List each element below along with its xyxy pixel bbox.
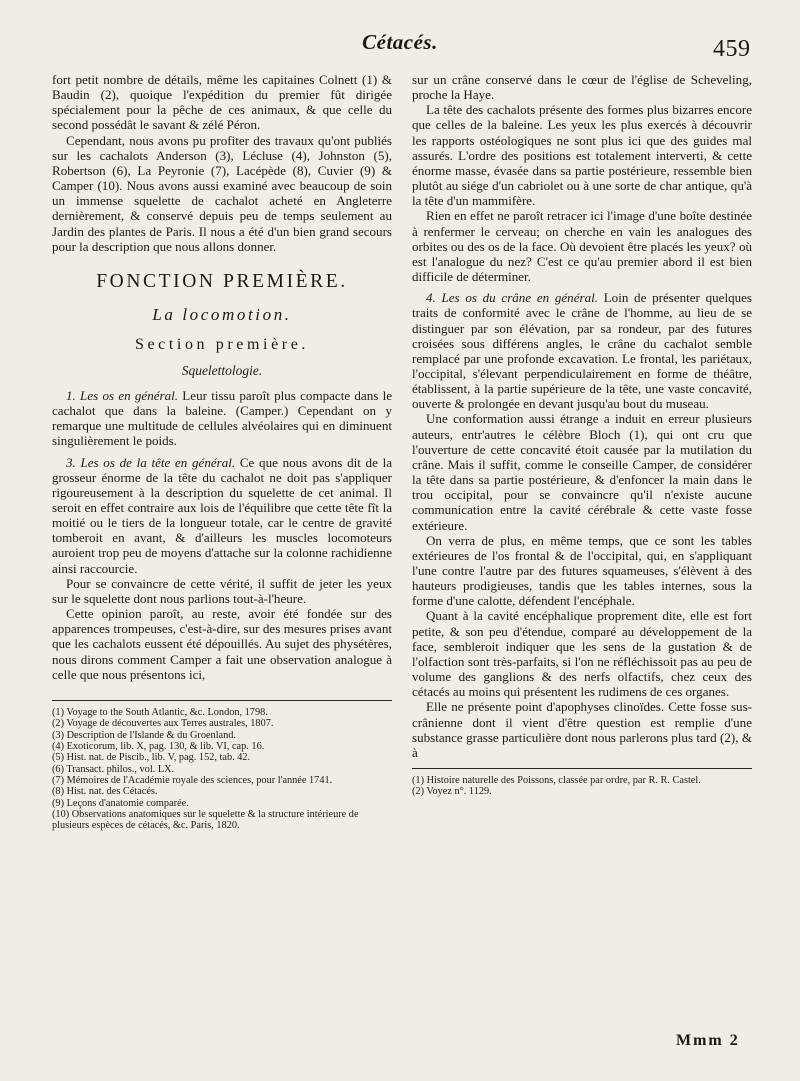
footnote: (10) Observations anatomiques sur le squelette & la structure intérieure de plusieurs espèces de cétacés, &c. Paris, 1820. (52, 808, 359, 832)
right-paragraph-8: Elle ne présente point d'apophyses clinoïdes. Cette fosse sus-crânienne dont il vient d'être question est remplie d'une substance grasse particulière dont nous parlerons plus tard (2), & à (412, 699, 752, 760)
left-paragraph-2: Cependant, nous avons pu profiter des travaux qu'ont publiés sur les cachalots Anderson (3), Lécluse (4), Johnston (5), Robertson (6), La Peyronie (7), Lacépède (8), Cuvier (9) & Camper (10). Nous avons aussi examiné avec beaucoup de soin un immense squelette de cachalot acheté en Angleterre dernièrement, & conservé depuis peu de temps seulement au Jardin des plantes de Paris. Il nous a été d'un bien grand secours pour la description que nous allons donner. (52, 132, 392, 254)
footnote: (2) Voyez n°. 1129. (412, 786, 492, 798)
paragraph-lead: 1. Les os en général. (66, 387, 179, 403)
footnote: (1) Histoire naturelle des Poissons, classée par ordre, par R. R. Castel. (412, 775, 701, 787)
footnote-rule (52, 700, 392, 701)
left-paragraph-5: Pour se convaincre de cette vérité, il suffit de jeter les yeux sur le squelette dont nous parlions tout-à-l'heure. (52, 575, 392, 606)
left-paragraph-4 (52, 455, 392, 576)
right-paragraph-7: Quant à la cavité encéphalique proprement dite, elle est fort petite, & son peu d'étendue, comparé au développement de la face, sembleroit indiquer que les sens de la gustation & de l'olfaction sont très-parfaits, si l'on ne réfléchissoit pas au peu de volume des ganglions & des nerfs olfactifs, chez ceux des cétacés au moins qui présentent les rudimens de ces organes. (412, 608, 752, 700)
right-paragraph-6: On verra de plus, en même temps, que ce sont les tables extérieures de l'os frontal & de l'occipital, qui, en s'appliquant l'une contre l'autre par des futures squameuses, s'élèvent à des hauteurs prodigieuses, tandis que les tables internes, sous la forme d'une calotte, défendent l'encéphale. (412, 532, 752, 609)
footnote: (3) Description de l'Islande & du Groenland. (52, 729, 237, 741)
paragraph-lead: 3. Les os de la tête en général. (66, 454, 236, 470)
squelettologie-heading: Squelettologie. (181, 362, 263, 378)
footnote: (7) Mémoires de l'Académie royale des sciences, pour l'année 1741. (52, 774, 333, 786)
printer-signature: Mmm 2 (676, 1032, 740, 1049)
left-paragraph-1: fort petit nombre de détails, même les capitaines Colnett (1) & Baudin (2), quoique l'expédition du premier fût dirigée spécialement pour la pêche de ces animaux, & que celle du second possédât le savant & zélé Péron. (52, 72, 392, 133)
right-paragraph-1: sur un crâne conservé dans le cœur de l'église de Scheveling, proche la Haye. (412, 72, 752, 103)
paragraph-body: Ce que nous avons dit de la grosseur énorme de la tête du cachalot ne doit pas s'appliquer rigoureusement à la description du squelette de cet animal. Il seroit en effet contraire aux lois de l'équilibre que cette tête fît la moitié ou le tiers de la longueur totale, car le centre de gravité tomberoit en avant, & d'ailleurs les muscles locomoteurs auroient trop peu de moyens d'attache sur la colonne rachidienne ainsi raccourcie. (52, 454, 392, 576)
paragraph-body: Leur tissu paroît plus compacte dans le cachalot que dans la baleine. (Camper.) Cependant on y remarque une multitude de cellules alvéolaires qui en diminuent singulièrement le poids. (52, 387, 392, 449)
right-column (412, 72, 752, 798)
paragraph-lead: 4. Les os du crâne en général. (426, 290, 598, 306)
footnote: (9) Leçons d'anatomie comparée. (52, 797, 189, 809)
left-paragraph-6: Cette opinion paroît, au reste, avoir été fondée sur des apparences trompeuses, c'est-à-dire, sur des mesures prises avant que les cachalots eussent été dépouillés. Au sujet des physétères, nous dirons comment Camper a fait une observation analogue à celle que nous présentons ici, (52, 606, 392, 682)
right-paragraph-2: La tête des cachalots présente des formes plus bizarres encore que celles de la baleine. Les yeux les plus exercés à découvrir les rapports ostéologiques ne sont plus ici que des guides mal assurés. L'ordre des positions est totalement interverti, & cette énorme masse, évasée dans sa partie postérieure, ressemble bien plutôt au siége d'un cabriolet ou à une sorte de char antique, qu'à la tête d'un mammifère. (412, 102, 752, 209)
locomotion-heading: La locomotion. (152, 304, 292, 324)
left-column (52, 72, 392, 832)
footnote: (1) Voyage to the South Atlantic, &c. London, 1798. (52, 706, 268, 718)
right-paragraph-4 (412, 290, 752, 411)
right-footnotes (412, 775, 752, 798)
running-title: Cétacés. (362, 30, 438, 54)
footnote-rule (412, 768, 752, 769)
right-paragraph-5: Une conformation aussi étrange a induit en erreur plusieurs auteurs, entr'autres le célèbre Bloch (1), qui ont cru que l'ouverture de cette concavité étoit causée par la mutilation du crâne. Mais il suffit, comme le conseille Camper, de considérer la tête dans sa partie postérieure, & d'enfoncer la main dans le trou occipital, pour se convaincre qu'il n'existe aucune communication entre la cavité cérébrale & cette vaste fosse extérieure. (412, 411, 752, 533)
footnote: (2) Voyage de découvertes aux Terres australes, 1807. (52, 718, 274, 730)
footnote: (6) Transact. philos., vol. LX. (52, 763, 175, 775)
fonction-heading: FONCTION PREMIÈRE. (96, 270, 348, 292)
page-number: 459 (713, 36, 751, 62)
paragraph-body: Loin de présenter quelques traits de conformité avec le crâne de l'homme, au lieu de se distinguer par son élévation, par sa rondeur, par des futures croisées sous différens angles, le crâne du cachalot semble remplacé par une profonde excavation. Le frontal, les pariétaux, l'occipital, s'élevant perpendiculairement en forme de théâtre, établissent, à la partie supérieure de la tête, une vaste concavité, ouverte & prolongée en devant jusqu'au bout du museau. (412, 290, 752, 412)
section-heading: Section première. (134, 335, 310, 353)
footnote: (8) Hist. nat. des Cétacés. (52, 786, 158, 798)
left-paragraph-3 (52, 388, 392, 449)
footnote: (5) Hist. nat. de Piscib., lib. V, pag. 152, tab. 42. (52, 752, 251, 764)
left-footnotes (52, 707, 392, 832)
footnote: (4) Exoticorum, lib. X, pag. 130, & lib. VI, cap. 16. (52, 740, 265, 752)
right-paragraph-3: Rien en effet ne paroît retracer ici l'image d'une boîte destinée à renfermer le cerveau; on cherche en vain les analogues des orbites ou des os de la face. Où devoient être placés les yeux? où est l'analogue du nez? C'est ce qu'au premier abord il est bien difficile de déterminer. (412, 208, 752, 285)
